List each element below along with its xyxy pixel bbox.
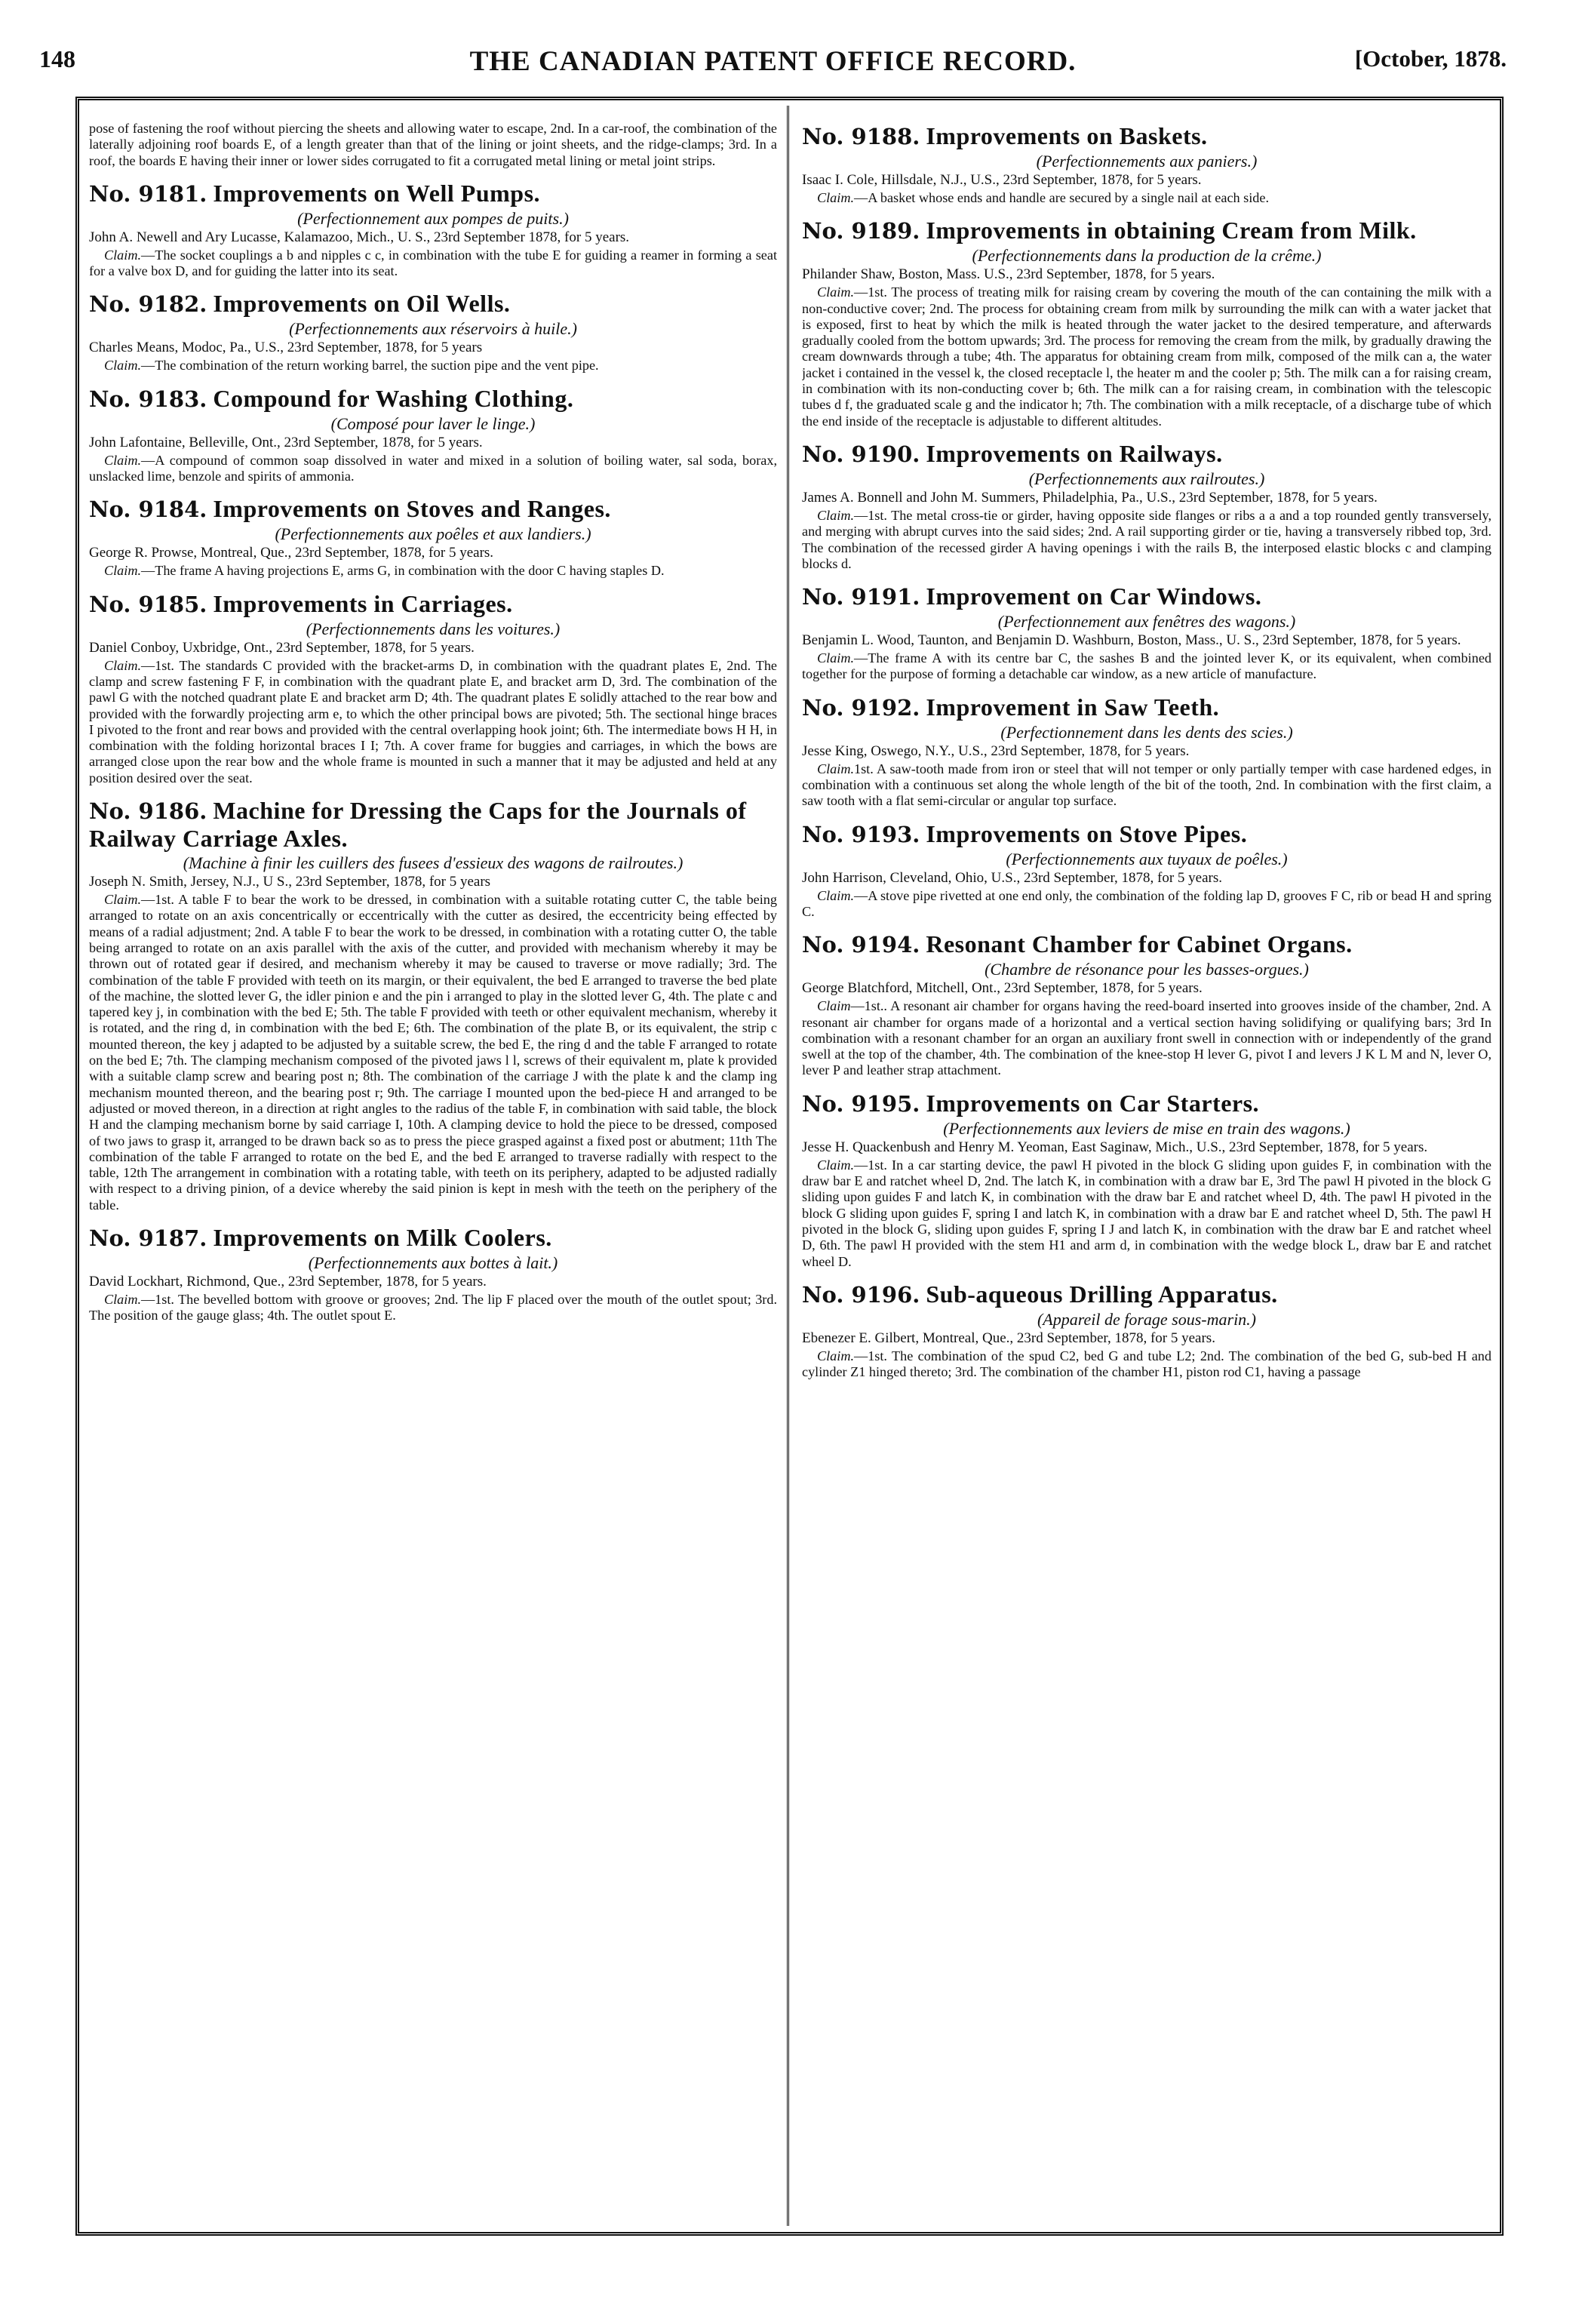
patent-title: Compound for Washing Clothing. — [213, 384, 574, 412]
claim-label: Claim. — [104, 892, 142, 908]
claim-label: Claim. — [104, 358, 142, 374]
patent-heading — [89, 495, 777, 523]
patent-claim — [89, 658, 777, 786]
patent-entry — [89, 1224, 777, 1324]
patent-number: No. 9189. — [802, 218, 920, 244]
page-number: 148 — [39, 45, 75, 72]
claim-text: —1st. In a car starting device, the pawl H pivoted in the block G sliding upon guides F, in combination with the draw bar E and ratchet wheel D, 2nd. The latch K, in combination with a draw bar E, 3rd The pawl H pivoted in the block G sliding upon guides F and latch K, in combination with the draw bar E and ratchet wheel D, 4th. The pawl H pivoted in the block G sliding upon guides F, spring I and latch K, in combination with a draw bar E and ratchet wheel D, 5th. The pawl H pivoted in the block G, sliding upon guides F, spring I J and latch K, in combination with the draw bar E and ratchet wheel D, 6th. The pawl H provided with the stem H1 and arm d, in combination with the wedge block L, draw bar E and ratchet wheel D. — [802, 1157, 1491, 1269]
page-header — [39, 45, 1507, 83]
patent-heading — [802, 1280, 1491, 1308]
claim-text: —The frame A having projections E, arms G, in combination with the door C having staples D. — [141, 563, 665, 579]
patent-claim — [89, 892, 777, 1213]
claim-label: Claim — [817, 998, 851, 1014]
claim-label: Claim. — [104, 452, 142, 468]
claim-text: —The combination of the return working barrel, the suction pipe and the vent pipe. — [141, 358, 599, 374]
claim-label: Claim. — [817, 1348, 855, 1363]
patent-title: Improvements on Oil Wells. — [213, 290, 511, 318]
patent-claim — [89, 453, 777, 485]
patent-entry — [802, 122, 1491, 206]
claim-label: Claim. — [817, 507, 855, 523]
patent-inventor: Jesse King, Oswego, N.Y., U.S., 23rd September, 1878, for 5 years. — [802, 742, 1190, 759]
patent-title: Improvements in Carriages. — [213, 589, 513, 617]
patent-inventor: John A. Newell and Ary Lucasse, Kalamazoo, Mich., U. S., 23rd September 1878, for 5 years. — [89, 229, 630, 245]
patent-claim — [802, 1348, 1491, 1381]
claim-text: —A stove pipe rivetted at one end only, the combination of the folding lap D, grooves F C, rib or bead H and spring C. — [802, 887, 1491, 919]
issue-date: [October, 1878. — [1354, 45, 1507, 72]
patent-title: Improvements on Stoves and Ranges. — [213, 495, 611, 523]
patent-inventor: John Harrison, Cleveland, Ohio, U.S., 23rd September, 1878, for 5 years. — [802, 869, 1223, 886]
patent-heading — [89, 1224, 777, 1252]
patent-title: Resonant Chamber for Cabinet Organs. — [926, 930, 1353, 958]
left-column — [89, 121, 777, 2226]
patent-inventor: Ebenezer E. Gilbert, Montreal, Que., 23rd September, 1878, for 5 years. — [802, 1330, 1215, 1346]
patent-french-title: (Perfectionnements aux leviers de mise en train des wagons.) — [943, 1118, 1350, 1138]
patent-number: No. 9192. — [802, 694, 920, 721]
patent-entry — [802, 820, 1491, 921]
patent-french-title: (Chambre de résonance pour les basses-orgues.) — [985, 960, 1309, 979]
claim-text: —1st. The combination of the spud C2, bed G and tube L2; 2nd. The combination of the bed G, sub-bed H and cylinder Z1 hinged thereto; 3rd. The combination of the chamber H1, piston rod C1, having a passage — [802, 1348, 1491, 1380]
patent-claim — [802, 1157, 1491, 1270]
patent-heading — [802, 440, 1491, 468]
patent-entry — [802, 1090, 1491, 1270]
patent-title: Improvement in Saw Teeth. — [926, 693, 1220, 721]
patent-entry — [89, 385, 777, 485]
claim-text: —1st. The metal cross-tie or girder, having opposite side flanges or ribs a a and a top rounded gently transversely, and merging with abrupt curves into the said sides; 2nd. A rail supporting girder or tie, having a transversely ribbed top, 3rd. The combination of the recessed girder A having openings i with the rails B, the interposed elastic blocks c and clamping blocks d. — [802, 507, 1491, 571]
claim-label: Claim. — [817, 190, 855, 205]
patent-french-title: (Composé pour laver le linge.) — [330, 413, 536, 433]
claim-text: —1st. The bevelled bottom with groove or grooves; 2nd. The lip F placed over the mouth of the outlet spout; 3rd. The position of the gauge glass; 4th. The outlet spout E. — [89, 1291, 777, 1323]
continued-claim-text: pose of fastening the roof without piercing the sheets and allowing water to escape, 2nd. In a car-roof, the combination of the laterally adjoining roof boards E, of a length greater than that of the lining or joint sheets, and the ridge-clamps; 3rd. In a roof, the boards E having their inner or lower sides corrugated to fit a corrugated metal lining or metal joint strips. — [89, 121, 777, 168]
claim-text: —The socket couplings a b and nipples c c, in combination with the tube E for guiding a reamer in forming a seat for a valve box D, and for guiding the latter into its seat. — [89, 247, 777, 279]
patent-inventor: George Blatchford, Mitchell, Ont., 23rd September, 1878, for 5 years. — [802, 980, 1203, 997]
patent-claim — [802, 650, 1491, 683]
patent-number: No. 9196. — [802, 1281, 920, 1308]
patent-number: No. 9190. — [802, 441, 920, 467]
claim-label: Claim. — [817, 1157, 855, 1173]
patent-entry — [802, 1280, 1491, 1381]
patent-inventor: Philander Shaw, Boston, Mass. U.S., 23rd September, 1878, for 5 years. — [802, 266, 1215, 283]
patent-heading — [802, 583, 1491, 610]
patent-heading — [89, 180, 777, 208]
patent-entry — [802, 930, 1491, 1078]
patent-number: No. 9187. — [89, 1225, 207, 1251]
patent-heading — [802, 1090, 1491, 1117]
patent-french-title: (Perfectionnement dans les dents des scies.) — [1000, 722, 1293, 742]
patent-number: No. 9184. — [89, 496, 207, 523]
patent-inventor: John Lafontaine, Belleville, Ont., 23rd September, 1878, for 5 years. — [89, 434, 483, 450]
patent-inventor: David Lockhart, Richmond, Que., 23rd September, 1878, for 5 years. — [89, 1273, 487, 1290]
patent-claim — [89, 563, 777, 579]
patent-heading — [802, 930, 1491, 958]
patent-title: Machine for Dressing the Caps for the Journals of Railway Carriage Axles. — [89, 797, 747, 853]
claim-label: Claim. — [104, 563, 142, 579]
patent-entry — [802, 693, 1491, 810]
claim-label: Claim. — [817, 284, 855, 300]
publication-title: THE CANADIAN PATENT OFFICE RECORD. — [469, 46, 1077, 77]
patent-french-title: (Perfectionnements aux paniers.) — [1036, 152, 1258, 171]
patent-entry — [89, 797, 777, 1213]
patent-heading — [802, 820, 1491, 848]
claim-text: —A basket whose ends and handle are secured by a single nail at each side. — [854, 190, 1270, 205]
patent-title: Improvements on Baskets. — [926, 122, 1208, 149]
patent-title: Improvement on Car Windows. — [926, 583, 1262, 610]
claim-text: —1st. A table F to bear the work to be dressed, in combination with a suitable rotating cutter C, the table being arranged to rotate on an axis concentrically or eccentrically with the cutter as desired, the eccentricity being effected by means of a radial adjustment; 2nd. A table F to bear the work to be dressed, in combination with a rotating cutter O, the table being arranged to rotate on an axis parallel with the axis of the cutter, and provided with mechanism whereby it may be thrown out of rotated gear if desired, and mechanism whereby it may be caused to traverse or move radially; 3rd. The combination of the table F provided with teeth on its margin, or their equivalent, the bed E arranged to traverse the bed plate of the machine, the slotted lever G, the idler pinion e and the pin i arranged to play in the slotted lever G, 4th. The plate c and tapered key j, in combination with the bed E; 5th. The table F provided with teeth or other equivalent mechanism, whereby it is rotated, and the ring d, in combination with the bed E; 6th. The combination of the plate B, or its equivalent, the strip c mounted thereon, the key j adapted to be adjusted by a suitable screw, the bed E, the ring d and the table F arranged to rotate on the bed E; 7th. The clamping mechanism composed of the pivoted jaws l l, screws of their equivalent m, plate k provided with a suitable clamp screw and bearing post n; 8th. The combination of the carriage J with the plate k and the clamp ing mechanism mounted thereon, and the bearing post r; 9th. The carriage I mounted upon the bed-piece H and arranged to be adjusted or moved thereon, in a direction at right angles to the radius of the table F, in combination with said table, the block H and the clamping mechanism borne by said carriage I, 10th. A clamping device to hold the piece to be dressed, composed of two jaws to grasp it, arranged to be drawn back so as to press the piece grasped against a fixed post or abutment; 11th The combination of the table F arranged to rotate on the bed E, and the bed E arranged to traverse radially with respect to the table, 12th The arrangement in combination with a rotating table, with teeth on its periphery, adapted to be adjusted radially with respect to a driving pinion, of a device whereby the said pinion is kept in mesh with the teeth on the periphery of the table. — [89, 892, 777, 1213]
claim-label: Claim. — [817, 887, 855, 903]
patent-heading — [89, 385, 777, 413]
patent-entry — [89, 290, 777, 374]
patent-entry — [89, 495, 777, 579]
patent-entry — [89, 180, 777, 280]
patent-title: Improvements in obtaining Cream from Milk. — [926, 217, 1417, 244]
patent-french-title: (Perfectionnements aux réservoirs à huile.) — [289, 319, 577, 339]
patent-inventor: Benjamin L. Wood, Taunton, and Benjamin D. Washburn, Boston, Mass., U. S., 23rd September, 1878, for 5 years. — [802, 632, 1461, 649]
patent-entry — [802, 583, 1491, 683]
patent-number: No. 9188. — [802, 124, 920, 149]
claim-text: —The frame A with its centre bar C, the sashes B and the jointed lever K, or its equivalent, when combined together for the purpose of forming a detachable car window, as a new article of manufacture. — [802, 650, 1491, 682]
patent-french-title: (Perfectionnements aux tuyaux de poêles.) — [1006, 849, 1288, 868]
patent-french-title: (Machine à finir les cuillers des fusees d'essieux des wagons de railroutes.) — [183, 853, 684, 873]
patent-inventor: James A. Bonnell and John M. Summers, Philadelphia, Pa., U.S., 23rd September, 1878, for 5 years. — [802, 489, 1378, 506]
patent-inventor: Jesse H. Quackenbush and Henry M. Yeoman, East Saginaw, Mich., U.S., 23rd September, 1878, for 5 years. — [802, 1139, 1428, 1155]
patent-french-title: (Perfectionnements aux railroutes.) — [1028, 469, 1265, 488]
claim-text: —1st. The standards C provided with the bracket-arms D, in combination with the quadrant plates E, 2nd. The clamp and screw fastening F F, in combination with the quadrant plate E, and bracket arm D, 3rd. The combination of the pawl G with the notched quadrant plate E and bracket arm D; 4th. The quadrant plates E solidly attached to the rear bow and provided with the forwardly projecting arm e, to which the other principal bows are pivoted; 5th. The sectional hinge braces I pivoted to the front and rear bows and provided with the central overlapping hook joint; 6th. The intermediate bows H H, in combination with the folding horizontal braces I I; 7th. A cover frame for buggies and carriages, in which the bows are arranged close upon the rear bow and the whole frame is mounted in such a manner that it may be adjusted and held at any position desired over the seat. — [89, 657, 777, 785]
patent-entry — [802, 217, 1491, 429]
claim-text: —1st.. A resonant air chamber for organs having the reed-board inserted into grooves inside of the chamber, 2nd. A resonant air chamber for organs made of a horizontal and a vertical section having solidifying or qualifying bars; 3rd In combination with a resonant chamber for an organ an auxiliary front swell in connection with or independently of the grand swell at the top of the chamber, 4th. The combination of the knee-stop H lever G, pivot I and levers J K L M and N, lever O, lever P and leather strap attachment. — [802, 998, 1491, 1078]
patent-title: Improvements on Well Pumps. — [213, 179, 541, 207]
claim-text: —A compound of common soap dissolved in water and mixed in a solution of boiling water, sal soda, borax, unslacked lime, benzole and spirits of ammonia. — [89, 452, 777, 484]
patent-title: Improvements on Stove Pipes. — [926, 819, 1248, 847]
patent-french-title: (Perfectionnements aux bottes à lait.) — [308, 1253, 558, 1272]
patent-claim — [802, 888, 1491, 921]
column-divider — [787, 106, 789, 2226]
patent-heading — [802, 693, 1491, 721]
patent-inventor: Charles Means, Modoc, Pa., U.S., 23rd September, 1878, for 5 years — [89, 340, 483, 356]
patent-claim — [802, 190, 1491, 206]
patent-claim — [802, 761, 1491, 810]
patent-inventor: Daniel Conboy, Uxbridge, Ont., 23rd September, 1878, for 5 years. — [89, 639, 475, 656]
patent-claim — [802, 508, 1491, 572]
claim-text: —1st. The process of treating milk for raising cream by covering the mouth of the can containing the milk with a non-conductive cover; 2nd. The process for obtaining cream from milk by surrounding the milk can with a water jacket that is exposed, first to heat by which the milk is heated through the water jacket to the desired temperature, and afterwards gradually cooled from the bottom upwards; 3rd. The process for removing the cream from the milk, by gradually drawing the cream downwards through a tube; 4th. The apparatus for obtaining cream from milk, composed of the milk can a, the water jacket i contained in the vessel k, the closed receptacle l, the heater m and the cooler p; 5th. The milk can a for raising cream, in combination with its non-conducting cover b; 6th. The milk can a for raising cream, in combination with the telescopic tubes d f, the graduated scale g and the indicator h; 7th. The combination with a milk receptacle, of a discharge tube of which the end inside of the receptacle is adjustable to different altitudes. — [802, 284, 1491, 429]
patent-number: No. 9193. — [802, 821, 920, 847]
claim-label: Claim. — [104, 657, 142, 673]
patent-number: No. 9183. — [89, 386, 207, 412]
patent-entry — [802, 440, 1491, 572]
patent-heading — [89, 797, 777, 852]
patent-french-title: (Perfectionnement aux pompes de puits.) — [297, 208, 569, 228]
patent-title: Improvements on Railways. — [926, 439, 1223, 467]
right-column — [802, 121, 1491, 2226]
patent-number: No. 9191. — [802, 584, 920, 610]
patent-number: No. 9194. — [802, 932, 920, 958]
patent-number: No. 9186. — [89, 798, 207, 825]
patent-claim — [89, 247, 777, 280]
claim-text: 1st. A saw-tooth made from iron or steel that will not temper or only partially temper with case hardened edges, in combination with a continuous set along the whole length of the bit of the tooth, 2nd. In combination with the first claim, a saw tooth with a flat semi-circular or angular top surface. — [802, 761, 1491, 809]
claim-label: Claim. — [104, 247, 142, 263]
patent-french-title: (Appareil de forage sous-marin.) — [1037, 1309, 1257, 1329]
claim-label: Claim. — [104, 1291, 142, 1307]
patent-french-title: (Perfectionnements dans les voitures.) — [306, 619, 561, 638]
patent-french-title: (Perfectionnements dans la production de la crême.) — [972, 246, 1322, 266]
patent-inventor: George R. Prowse, Montreal, Que., 23rd September, 1878, for 5 years. — [89, 545, 494, 561]
patent-heading — [802, 122, 1491, 150]
patent-french-title: (Perfectionnements aux poêles et aux landiers.) — [275, 524, 591, 544]
claim-label: Claim. — [817, 650, 855, 666]
patent-number: No. 9195. — [802, 1090, 920, 1117]
patent-title: Improvements on Car Starters. — [926, 1089, 1260, 1117]
patent-inventor: Isaac I. Cole, Hillsdale, N.J., U.S., 23rd September, 1878, for 5 years. — [802, 172, 1202, 188]
claim-label: Claim. — [817, 761, 855, 776]
patent-french-title: (Perfectionnement aux fenêtres des wagons.) — [997, 612, 1296, 632]
patent-entry — [89, 590, 777, 786]
patent-claim — [89, 1292, 777, 1324]
patent-number: No. 9181. — [89, 180, 207, 207]
patent-claim — [89, 358, 777, 374]
patent-heading — [802, 217, 1491, 244]
patent-number: No. 9185. — [89, 591, 207, 617]
patent-title: Sub-aqueous Drilling Apparatus. — [926, 1280, 1278, 1308]
patent-heading — [89, 590, 777, 618]
patent-title: Improvements on Milk Coolers. — [213, 1223, 552, 1251]
patent-claim — [802, 998, 1491, 1078]
patent-inventor: Joseph N. Smith, Jersey, N.J., U S., 23rd September, 1878, for 5 years — [89, 874, 491, 890]
patent-heading — [89, 290, 777, 318]
patent-claim — [802, 284, 1491, 429]
patent-number: No. 9182. — [89, 291, 207, 318]
